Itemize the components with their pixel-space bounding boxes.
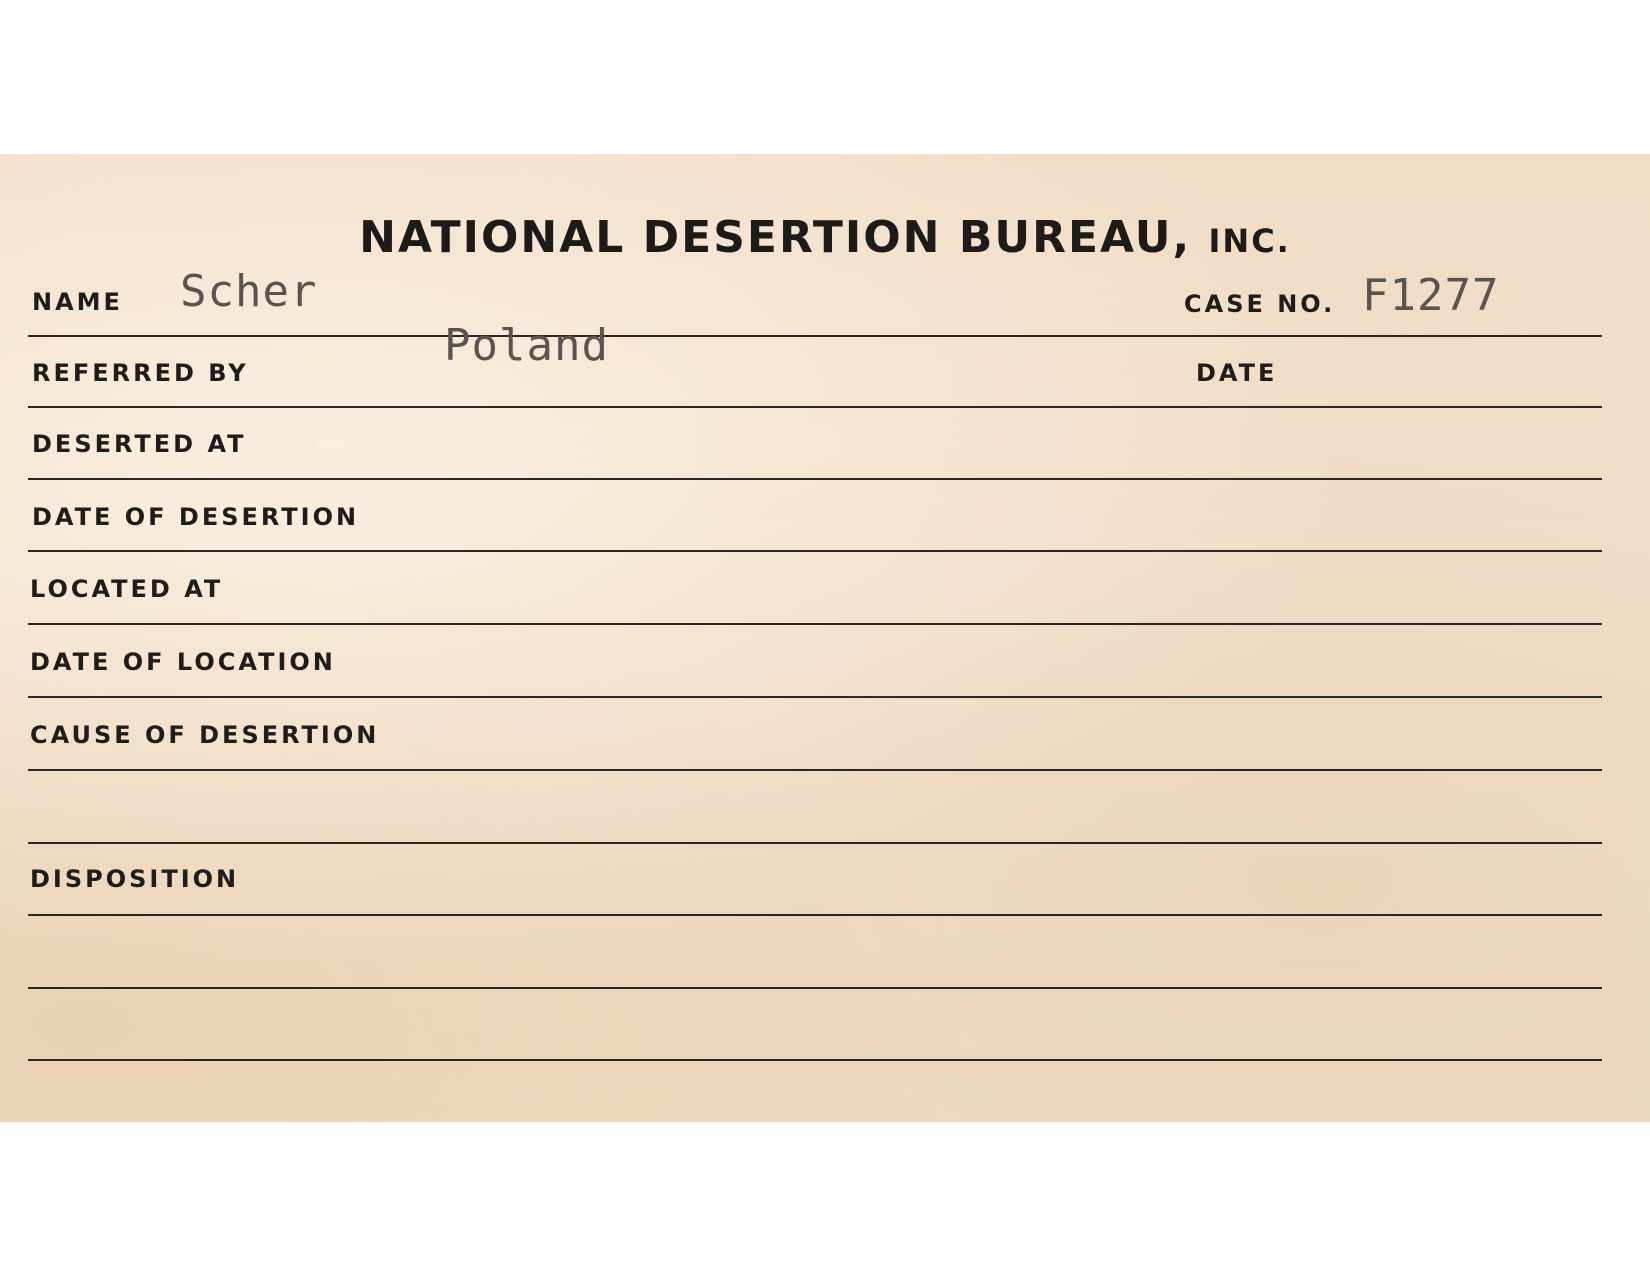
date-of-location-label: DATE OF LOCATION bbox=[30, 648, 336, 676]
cause-of-desertion-rule-2 bbox=[28, 842, 1602, 844]
located-at-rule bbox=[28, 623, 1602, 625]
disposition-label: DISPOSITION bbox=[30, 865, 240, 893]
date-label: DATE bbox=[1196, 359, 1278, 387]
disposition-rule bbox=[28, 914, 1602, 916]
referred-by-label: REFERRED BY bbox=[32, 359, 249, 387]
cause-of-desertion-rule bbox=[28, 769, 1602, 771]
card-title bbox=[0, 212, 1650, 263]
referred-by-value: Poland bbox=[444, 320, 609, 371]
card-title-main: NATIONAL DESERTION BUREAU, bbox=[359, 212, 1192, 263]
date-of-location-rule bbox=[28, 696, 1602, 698]
index-card bbox=[0, 154, 1650, 1122]
disposition-rule-3 bbox=[28, 1059, 1602, 1061]
case-no-value: F1277 bbox=[1362, 270, 1500, 321]
card-title-suffix: INC. bbox=[1208, 222, 1291, 260]
date-of-desertion-rule bbox=[28, 550, 1602, 552]
name-label: NAME bbox=[32, 288, 123, 316]
deserted-at-label: DESERTED AT bbox=[32, 430, 247, 458]
date-of-desertion-label: DATE OF DESERTION bbox=[32, 503, 360, 531]
name-value: Scher bbox=[180, 266, 318, 317]
located-at-label: LOCATED AT bbox=[30, 575, 224, 603]
referred-by-rule bbox=[28, 406, 1602, 408]
name-rule bbox=[28, 335, 1602, 337]
disposition-rule-2 bbox=[28, 987, 1602, 989]
deserted-at-rule bbox=[28, 478, 1602, 480]
case-no-label: CASE NO. bbox=[1184, 290, 1336, 318]
cause-of-desertion-label: CAUSE OF DESERTION bbox=[30, 721, 380, 749]
